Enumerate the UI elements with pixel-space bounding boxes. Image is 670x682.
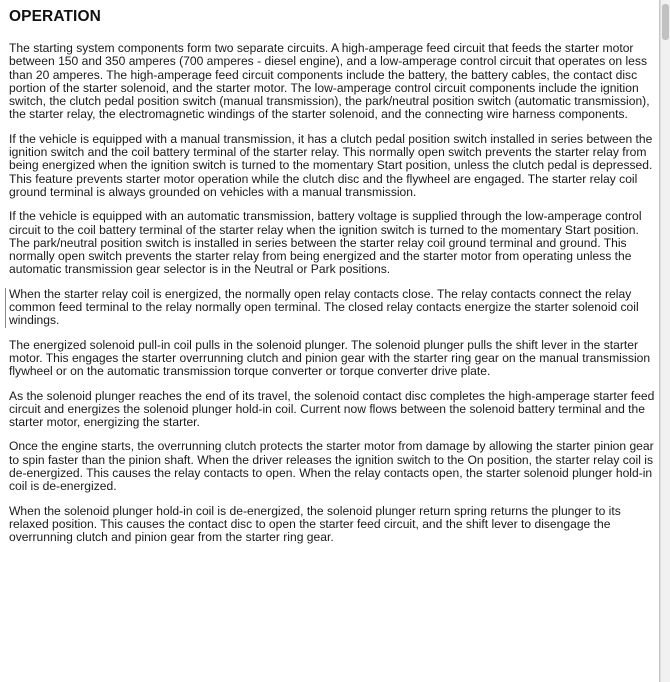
paragraph-manual-transmission: If the vehicle is equipped with a manual transmission, it has a clutch pedal position switch installed in series between the ignition switch and the coil battery terminal of the starter relay. This normally open switch prevents the starter relay from being energized when the ignition switch is turned to the momentary Start position, unless the clutch pedal is depressed. This feature prevents starter motor operation while the clutch disc and the flywheel are engaged. The starter relay coil ground terminal is always grounded on vehicles with a manual transmission. <box>9 131 653 199</box>
scrollbar-thumb[interactable] <box>662 4 669 40</box>
paragraph-circuits-overview: The starting system components form two separate circuits. A high-amperage feed circuit that feeds the starter motor between 150 and 350 amperes (700 amperes - diesel engine), and a low-amperage control circuit that operates on less than 20 amperes. The high-amperage feed circuit components include the battery, the battery cables, the contact disc portion of the starter solenoid, and the starter motor. The low-amperage control circuit components include the ignition switch, the clutch pedal position switch (manual transmission), the park/neutral position switch (automatic transmission), the starter relay, the electromagnetic windings of the starter solenoid, and the connecting wire harness components. <box>9 41 650 122</box>
section-title: OPERATION <box>9 8 101 25</box>
paragraph-solenoid-pull-in: The energized solenoid pull-in coil pulls in the solenoid plunger. The solenoid plunger pulls the shift lever in the starter motor. This engages the starter overrunning clutch and pinion gear with the starter ring gear on the manual transmission flywheel or on the automatic transmission torque converter or torque converter drive plate. <box>9 337 651 379</box>
paragraph-solenoid-travel: As the solenoid plunger reaches the end of its travel, the solenoid contact disc completes the high-amperage starter feed circuit and energizes the solenoid plunger hold-in coil. Current now flows between the solenoid battery terminal and the starter motor, energizing the starter. <box>9 388 655 430</box>
paragraph-solenoid-de-energized: When the solenoid plunger hold-in coil is de-energized, the solenoid plunger return spring returns the plunger to its relaxed position. This causes the contact disc to open the starter feed circuit, and the shift lever to disengage the overrunning clutch and pinion gear from the starter ring gear. <box>9 503 621 545</box>
document-body <box>9 42 657 556</box>
vertical-scrollbar[interactable] <box>660 0 670 682</box>
paragraph-automatic-transmission: If the vehicle is equipped with an automatic transmission, battery voltage is supplied through the low-amperage control circuit to the coil battery terminal of the starter relay when the ignition switch is turned to the momentary Start position. The park/neutral position switch is installed in series between the starter relay coil ground terminal and ground. This normally open switch prevents the starter relay from being energized and the starter motor from operating unless the automatic transmission gear selector is in the Neutral or Park positions. <box>9 209 642 277</box>
paragraph-relay-energized: When the starter relay coil is energized, the normally open relay contacts close. The relay contacts connect the relay common feed terminal to the relay normally open terminal. The closed relay contacts energize the starter solenoid coil windings. <box>5 288 657 328</box>
paragraph-engine-starts: Once the engine starts, the overrunning clutch protects the starter motor from damage by allowing the starter pinion gear to spin faster than the pinion shaft. When the driver releases the ignition switch to the On position, the starter relay coil is de-energized. This causes the relay contacts to open. When the relay contacts open, the starter solenoid plunger hold-in coil is de-energized. <box>9 439 654 494</box>
